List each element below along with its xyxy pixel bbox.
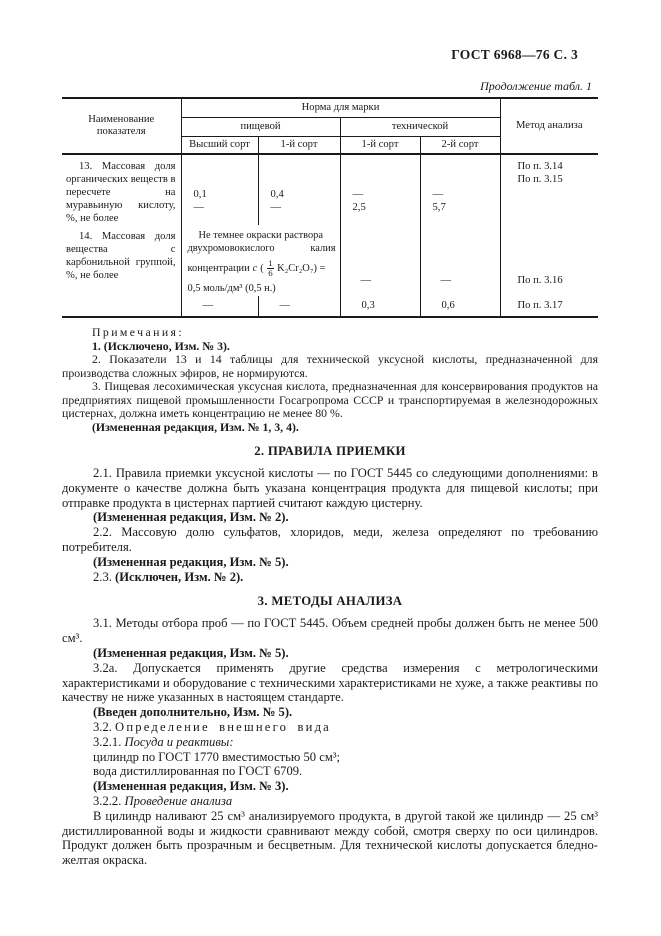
page-header: ГОСТ 6968—76 С. 3 [451, 47, 578, 62]
amendment-note-table: (Измененная редакция, Изм. № 1, 3, 4). [92, 419, 299, 434]
amendment-note-3-2-1: (Измененная редакция, Изм. № 3). [93, 779, 289, 794]
note-2: 2. Показатели 13 и 14 таблицы для технической уксусной кислоты, предназначенной для производства сложных эфиров, не нормируются. [62, 352, 598, 380]
paragraph-3-2: 3.2. Определение внешнего вида [93, 719, 331, 734]
paragraph-2-2: 2.2. Массовую долю сульфатов, хлоридов, меди, железа определяют по требованию потребителя. [62, 525, 598, 554]
notes-heading: Примечания: [92, 325, 185, 339]
concentration-formula: концентрации c ( $\frac{1}{6}$ K₂Cr₂O₇) = [187, 257, 326, 278]
note-3: 3. Пищевая лесохимическая уксусная кислота, предназначенная для консервирования продуктов на предприятиях пищевой промышленности Госагропрома СССР и транспортируемая в железнодорожных цистернах, должна иметь концентрацию не менее 80 %. [62, 379, 598, 420]
amendment-note-2-2: (Измененная редакция, Изм. № 5). [93, 554, 289, 569]
paragraph-3-1: 3.1. Методы отбора проб — по ГОСТ 5445. Объем средней пробы должен быть не менее 500 см³. [62, 616, 598, 646]
fraction-one-sixth: $\frac{1}{6}$ [268, 257, 273, 278]
notes-section [62, 326, 598, 434]
col-header-norm: Норма для марки [181, 98, 500, 117]
row13-food-first-value: 0,4 — [258, 154, 340, 225]
paragraph-3-2-1: 3.2.1. Посуда и реактивы: [93, 734, 234, 749]
note-1: 1. (Исключено, Изм. № 3). [92, 338, 230, 353]
col-header-tech-second-sort: 2-й сорт [420, 136, 500, 154]
table-row-14 [62, 225, 598, 296]
row13-indicator-name: 13. Массовая доля органических веществ в пересчете на муравьиную кислоту, %, не более [62, 154, 181, 225]
row13-tech-first-value: — 2,5 [340, 154, 420, 225]
section-3-heading: 3. МЕТОДЫ АНАЛИЗА [257, 594, 403, 609]
col-header-food-grade: пищевой [181, 117, 340, 136]
row14-food-requirement: Не темнее окраски раствора двухромовокислого калия концентрации c ( $\frac{1}{6}$ K₂Cr₂O₇) = 0,5 моль/дм³ (0,5 н.) [181, 225, 340, 296]
reagent-item-cylinder: цилиндр по ГОСТ 1770 вместимостью 50 см³; [93, 749, 341, 764]
row14-tech-first-value: — [340, 225, 420, 296]
col-header-method: Метод анализа [500, 98, 598, 154]
table-continuation-label: Продолжение табл. 1 [480, 79, 592, 93]
row14sub-tech-second-value: 0,6 [420, 296, 500, 317]
col-header-tech-first-sort: 1-й сорт [340, 136, 420, 154]
row13-tech-second-value: — 5,7 [420, 154, 500, 225]
section-2-heading: 2. ПРАВИЛА ПРИЕМКИ [254, 444, 406, 458]
row14-tech-second-value: — [420, 225, 500, 296]
row14sub-food-first-value: — [258, 296, 340, 317]
row14-indicator-name: 14. Массовая доля вещества с карбонильной группой, %, не более [62, 225, 181, 317]
col-header-indicator-name: Наименование показателя [62, 98, 181, 154]
col-header-tech-grade: технической [340, 117, 500, 136]
paragraph-3-2-2: 3.2.2. Проведение анализа [93, 793, 233, 808]
col-header-food-first-sort: 1-й сорт [258, 136, 340, 154]
amendment-note-3-1: (Измененная редакция, Изм. № 5). [93, 645, 289, 660]
paragraph-2-1: 2.1. Правила приемки уксусной кислоты — по ГОСТ 5445 со следующими дополнениями: в документе о качестве должна быть указана концентрация продукта для пищевой кислоты; при отправке продукта в цистернах партией считают каждую цистерну. [62, 466, 598, 510]
col-header-food-premium-sort: Высший сорт [181, 136, 258, 154]
row13-method: По п. 3.14 По п. 3.15 [517, 161, 563, 185]
row14sub-tech-first-value: 0,3 [340, 296, 420, 317]
reagent-item-water: вода дистиллированная по ГОСТ 6709. [93, 764, 303, 779]
content-area [62, 0, 598, 936]
norms-table [62, 97, 598, 318]
paragraph-3-2-2-text: В цилиндр наливают 25 см³ анализируемого продукта, в другой такой же цилиндр — 25 см³ дистиллированной воды и жидкости сравнивают между собой, смотря сверху по оси цилиндров. Продукт должен быть прозрачным и бесцветным. Для технической кислоты допускается бледно-желтая окраска. [62, 808, 598, 868]
row14-method-b: По п. 3.17 [517, 300, 563, 311]
row14sub-food-premium-value: — [181, 296, 258, 317]
table-row-13 [62, 154, 598, 225]
amendment-note-3-2a: (Введен дополнительно, Изм. № 5). [93, 705, 293, 720]
row13-food-premium-value: 0,1 — [181, 154, 258, 225]
paragraph-3-2a: 3.2а. Допускается применять другие средства измерения с метрологическими характеристиками и оборудование с техническими характеристиками не хуже, а также реактивы по качеству не ниже указанных в настоящем стандарте. [62, 660, 598, 705]
row14-method-a: По п. 3.16 [517, 275, 563, 286]
paragraph-2-3: 2.3. (Исключен, Изм. № 2). [93, 569, 244, 584]
amendment-note-2-1: (Измененная редакция, Изм. № 2). [93, 510, 289, 525]
